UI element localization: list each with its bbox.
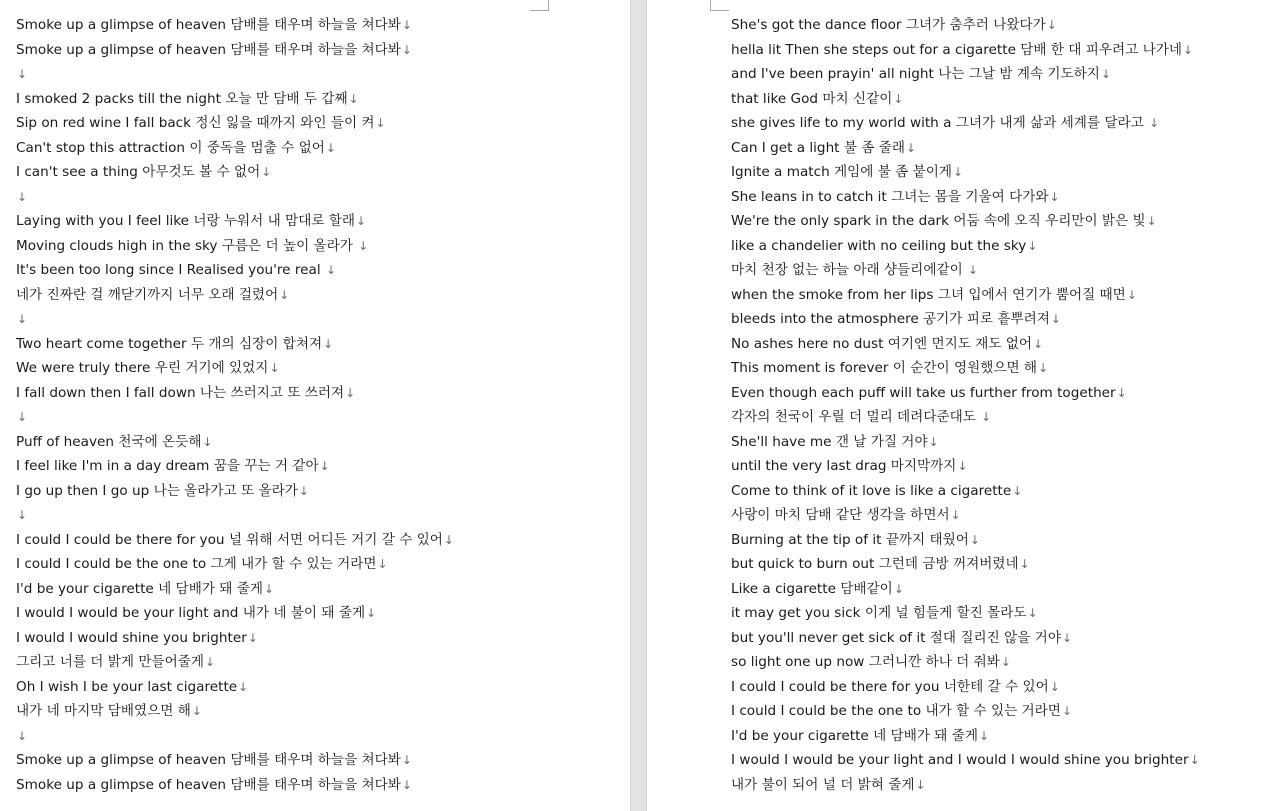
lyric-line[interactable] [731, 479, 1200, 504]
paragraph-mark-icon: ↓ [247, 630, 258, 645]
lyric-text: Burning at the tip of it 끝까지 태웠어 [731, 531, 969, 548]
lyric-text: I go up then I go up 나는 올라가고 또 올라가 [16, 482, 298, 499]
paragraph-mark-icon: ↓ [401, 42, 412, 57]
paragraph-mark-icon: ↓ [1189, 753, 1200, 767]
lyric-line[interactable] [731, 332, 1200, 357]
lyric-text: I feel like I'm in a day dream 꿈을 꾸는 거 같아 [16, 458, 319, 474]
paragraph-mark-icon: ↓ [1027, 238, 1038, 253]
paragraph-mark-icon: ↓ [17, 728, 28, 743]
lyric-line[interactable] [731, 356, 1200, 381]
lyric-line[interactable] [731, 234, 1200, 259]
paragraph-mark-icon: ↓ [1182, 42, 1194, 57]
lyric-line[interactable] [16, 675, 454, 700]
paragraph-mark-icon: ↓ [1061, 630, 1073, 645]
lyric-line[interactable] [16, 160, 454, 185]
paragraph-mark-icon: ↓ [298, 483, 309, 498]
paragraph-mark-icon: ↓ [205, 655, 216, 669]
paragraph-mark-icon: ↓ [1049, 679, 1060, 694]
paragraph-mark-icon: ↓ [443, 532, 454, 547]
paragraph-mark-icon: ↓ [345, 385, 356, 400]
lyric-line[interactable] [731, 650, 1200, 675]
lyric-text: Smoke up a glimpse of heaven 담배를 태우며 하늘을 쳐다봐 [16, 41, 401, 58]
paragraph-mark-icon: ↓ [377, 557, 388, 571]
lyric-text: Oh I wish I be your last cigarette [16, 678, 238, 695]
lyric-line[interactable] [731, 454, 1200, 479]
lyric-text: Can I get a light 불 좀 줄래 [731, 139, 906, 156]
paragraph-mark-icon: ↓ [1126, 287, 1137, 302]
lyric-line[interactable] [731, 136, 1200, 161]
lyric-line[interactable] [731, 13, 1200, 38]
lyric-line[interactable] [731, 87, 1200, 112]
lyric-line[interactable] [731, 38, 1200, 63]
lyric-line[interactable] [16, 724, 454, 749]
paragraph-mark-icon: ↓ [1000, 655, 1011, 669]
crop-mark-top-right [530, 0, 549, 11]
lyric-text: I fall down then I fall down 나는 쓰러지고 또 쓰러져 [16, 384, 345, 401]
lyrics-column-right [731, 13, 1200, 797]
lyric-line[interactable] [731, 748, 1200, 773]
lyric-line[interactable] [731, 528, 1200, 553]
lyric-line[interactable] [731, 577, 1200, 602]
paragraph-mark-icon: ↓ [950, 508, 961, 522]
lyric-line[interactable] [16, 552, 454, 577]
lyric-text: We were truly there 우린 거기에 있었지 [16, 360, 269, 376]
lyric-text: I could I could be the one to 그게 내가 할 수 있는 거라면 [16, 556, 377, 572]
paragraph-mark-icon: ↓ [1027, 606, 1038, 620]
lyric-text: I'd be your cigarette 네 담배가 돼 줄게 [731, 727, 978, 744]
lyric-line[interactable] [731, 258, 1200, 283]
lyric-line[interactable] [731, 675, 1200, 700]
lyric-line[interactable] [16, 258, 454, 283]
lyric-text: Even though each puff will take us further from together [731, 384, 1116, 401]
paragraph-mark-icon: ↓ [1012, 483, 1023, 498]
lyric-line[interactable] [16, 234, 454, 259]
lyric-text: I would I would shine you brighter [16, 629, 247, 646]
lyric-line[interactable] [16, 748, 454, 773]
lyric-text: Moving clouds high in the sky 구름은 더 높이 올라가 [16, 237, 358, 254]
paragraph-mark-icon: ↓ [915, 777, 926, 792]
paragraph-mark-icon: ↓ [269, 361, 280, 375]
lyric-text: but quick to burn out 그런데 금방 꺼져버렸네 [731, 556, 1019, 572]
lyric-text: like a chandelier with no ceiling but the sky [731, 237, 1027, 254]
lyric-text: bleeds into the atmosphere 공기가 피로 흩뿌려져 [731, 311, 1050, 327]
lyrics-column-left [16, 13, 454, 797]
paragraph-mark-icon: ↓ [323, 336, 334, 351]
lyric-line[interactable] [731, 62, 1200, 87]
lyric-line[interactable] [731, 699, 1200, 724]
lyric-line[interactable] [731, 503, 1200, 528]
lyric-text: I could I could be there for you 널 위해 서면 어디든 거기 갈 수 있어 [16, 531, 443, 548]
lyric-line[interactable] [16, 503, 454, 528]
lyric-text: Come to think of it love is like a cigarette [731, 482, 1012, 499]
paragraph-mark-icon: ↓ [358, 238, 369, 253]
paragraph-mark-icon: ↓ [1146, 214, 1157, 228]
lyric-text: Smoke up a glimpse of heaven 담배를 태우며 하늘을 쳐다봐 [16, 776, 401, 793]
paragraph-mark-icon: ↓ [969, 532, 980, 547]
lyric-line[interactable] [16, 209, 454, 234]
paragraph-mark-icon: ↓ [348, 91, 359, 106]
lyric-line[interactable] [16, 479, 454, 504]
paragraph-mark-icon: ↓ [928, 434, 939, 449]
lyric-line[interactable] [16, 454, 454, 479]
lyric-line[interactable] [16, 381, 454, 406]
page-gutter [630, 0, 647, 811]
lyric-text: I would I would be your light and I would I would shine you brighter [731, 752, 1189, 768]
lyric-text: Like a cigarette 담배같이 [731, 580, 893, 597]
paragraph-mark-icon: ↓ [893, 91, 904, 106]
paragraph-mark-icon: ↓ [968, 263, 979, 277]
paragraph-mark-icon: ↓ [957, 459, 968, 473]
paragraph-mark-icon: ↓ [1046, 18, 1057, 32]
lyric-text: when the smoke from her lips 그녀 입에서 연기가 뿜어질 때면 [731, 286, 1126, 303]
lyric-text: Smoke up a glimpse of heaven 담배를 태우며 하늘을 쳐다봐 [16, 752, 401, 768]
paragraph-mark-icon: ↓ [1033, 336, 1044, 351]
paragraph-mark-icon: ↓ [1100, 67, 1111, 81]
lyric-line[interactable] [16, 699, 454, 724]
lyric-line[interactable] [16, 601, 454, 626]
lyric-text: Ignite a match 게임에 불 좀 붙이게 [731, 164, 953, 180]
lyric-text: 각자의 천국이 우릴 더 멀리 데려다준대도 [731, 409, 981, 425]
paragraph-mark-icon: ↓ [319, 459, 330, 473]
paragraph-mark-icon: ↓ [366, 606, 377, 620]
paragraph-mark-icon: ↓ [17, 410, 28, 424]
paragraph-mark-icon: ↓ [238, 679, 249, 694]
lyric-text: it may get you sick 이게 널 힘들게 할진 몰라도 [731, 605, 1027, 621]
lyric-line[interactable] [16, 62, 454, 87]
lyric-line[interactable] [16, 111, 454, 136]
lyric-line[interactable] [731, 185, 1200, 210]
lyric-line[interactable] [16, 13, 454, 38]
paragraph-mark-icon: ↓ [401, 777, 412, 792]
paragraph-mark-icon: ↓ [979, 728, 990, 743]
paragraph-mark-icon: ↓ [325, 140, 336, 155]
lyric-line[interactable] [731, 381, 1200, 406]
document-page-left [0, 0, 630, 811]
lyric-text: I could I could be the one to 내가 할 수 있는 거라면 [731, 703, 1061, 719]
paragraph-mark-icon: ↓ [1116, 385, 1127, 400]
paragraph-mark-icon: ↓ [953, 165, 964, 179]
lyric-text: and I've been prayin' all night 나는 그날 밤 계속 기도하지 [731, 66, 1100, 82]
lyric-text: 네가 진짜란 걸 깨닫기까지 너무 오래 걸렸어 [16, 286, 279, 303]
lyric-text: Two heart come together 두 개의 심장이 합쳐져 [16, 335, 323, 352]
lyric-line[interactable] [16, 87, 454, 112]
lyric-text: I would I would be your light and 내가 네 불이 돼 줄게 [16, 605, 366, 621]
paragraph-mark-icon: ↓ [17, 508, 28, 522]
lyric-line[interactable] [16, 332, 454, 357]
paragraph-mark-icon: ↓ [1049, 189, 1060, 204]
lyric-line[interactable] [731, 307, 1200, 332]
lyric-text: I'd be your cigarette 네 담배가 돼 줄게 [16, 580, 263, 597]
lyric-line[interactable] [16, 356, 454, 381]
paragraph-mark-icon: ↓ [202, 434, 213, 449]
paragraph-mark-icon: ↓ [17, 189, 28, 204]
lyric-text: This moment is forever 이 순간이 영원했으면 해 [731, 360, 1038, 376]
paragraph-mark-icon: ↓ [401, 753, 412, 767]
paragraph-mark-icon: ↓ [191, 704, 202, 718]
lyric-text: 내가 불이 되어 널 더 밝혀 줄게 [731, 776, 915, 793]
lyric-text: so light one up now 그러니깐 하나 더 줘봐 [731, 654, 1000, 670]
lyric-line[interactable] [16, 283, 454, 308]
lyric-line[interactable] [731, 209, 1200, 234]
lyric-text: until the very last drag 마지막까지 [731, 458, 957, 474]
lyric-text: 그리고 너를 더 밝게 만들어줄게 [16, 654, 204, 670]
lyric-text: She's got the dance floor 그녀가 춤추러 나왔다가 [731, 17, 1046, 33]
paragraph-mark-icon: ↓ [356, 214, 367, 228]
crop-mark-top-left [710, 0, 729, 11]
lyric-text: 사랑이 마치 담배 같단 생각을 하면서 [731, 507, 950, 523]
paragraph-mark-icon: ↓ [261, 165, 272, 179]
lyric-text: she gives life to my world with a 그녀가 내게 삶과 세계를 달라고 [731, 115, 1149, 131]
paragraph-mark-icon: ↓ [893, 581, 904, 596]
lyric-line[interactable] [16, 650, 454, 675]
paragraph-mark-icon: ↓ [1050, 312, 1061, 326]
paragraph-mark-icon: ↓ [1061, 704, 1072, 718]
lyric-text: No ashes here no dust 여기엔 먼지도 재도 없어 [731, 335, 1033, 352]
lyric-line[interactable] [731, 724, 1200, 749]
paragraph-mark-icon: ↓ [1149, 116, 1160, 130]
lyric-line[interactable] [731, 405, 1200, 430]
lyric-text: Smoke up a glimpse of heaven 담배를 태우며 하늘을 쳐다봐 [16, 17, 401, 33]
lyric-text: It's been too long since I Realised you're real [16, 262, 325, 278]
lyric-line[interactable] [731, 601, 1200, 626]
lyric-text: that like God 마치 신같이 [731, 90, 893, 107]
lyric-line[interactable] [16, 528, 454, 553]
document-page-right [647, 0, 1280, 811]
lyric-text: Puff of heaven 천국에 온듯해 [16, 433, 202, 450]
lyric-line[interactable] [731, 283, 1200, 308]
lyric-line[interactable] [731, 160, 1200, 185]
lyric-line[interactable] [16, 626, 454, 651]
paragraph-mark-icon: ↓ [17, 312, 28, 326]
paragraph-mark-icon: ↓ [279, 287, 290, 302]
lyric-line[interactable] [16, 405, 454, 430]
lyric-text: I smoked 2 packs till the night 오늘 만 담배 두 갑째 [16, 90, 348, 107]
lyric-text: I can't see a thing 아무것도 볼 수 없어 [16, 164, 261, 180]
lyric-text: Can't stop this attraction 이 중독을 멈출 수 없어 [16, 139, 325, 156]
lyric-line[interactable] [16, 430, 454, 455]
lyric-text: 마치 천장 없는 하늘 아래 샹들리에같이 [731, 262, 968, 278]
lyric-text: Laying with you I feel like 너랑 누워서 내 맘대로 할래 [16, 213, 356, 229]
lyric-line[interactable] [731, 773, 1200, 798]
lyric-line[interactable] [731, 552, 1200, 577]
lyric-text: She'll have me 갠 날 가질 거야 [731, 433, 928, 450]
lyric-text: She leans in to catch it 그녀는 몸을 기울여 다가와 [731, 188, 1049, 205]
paragraph-mark-icon: ↓ [981, 410, 992, 424]
lyric-line[interactable] [731, 111, 1200, 136]
lyric-text: We're the only spark in the dark 어둠 속에 오직 우리만이 밝은 빛 [731, 213, 1146, 229]
lyric-text: but you'll never get sick of it 절대 질리진 않을 거야 [731, 629, 1061, 646]
lyric-line[interactable] [731, 430, 1200, 455]
lyric-line[interactable] [16, 136, 454, 161]
lyric-text: Sip on red wine I fall back 정신 잃을 때까지 와인 들이 켜 [16, 115, 375, 131]
lyric-line[interactable] [16, 577, 454, 602]
lyric-line[interactable] [16, 307, 454, 332]
lyric-line[interactable] [16, 185, 454, 210]
paragraph-mark-icon: ↓ [401, 18, 412, 32]
lyric-text: I could I could be there for you 너한테 갈 수 있어 [731, 678, 1049, 695]
paragraph-mark-icon: ↓ [906, 140, 917, 155]
lyric-line[interactable] [16, 773, 454, 798]
paragraph-mark-icon: ↓ [1019, 557, 1030, 571]
paragraph-mark-icon: ↓ [17, 67, 28, 81]
lyric-text: hella lit Then she steps out for a cigarette 담배 한 대 피우려고 나가네 [731, 41, 1182, 58]
paragraph-mark-icon: ↓ [375, 116, 386, 130]
lyric-text: 내가 네 마지막 담배였으면 해 [16, 703, 191, 719]
paragraph-mark-icon: ↓ [264, 581, 275, 596]
lyric-line[interactable] [16, 38, 454, 63]
paragraph-mark-icon: ↓ [325, 263, 336, 277]
paragraph-mark-icon: ↓ [1038, 361, 1049, 375]
lyric-line[interactable] [731, 626, 1200, 651]
